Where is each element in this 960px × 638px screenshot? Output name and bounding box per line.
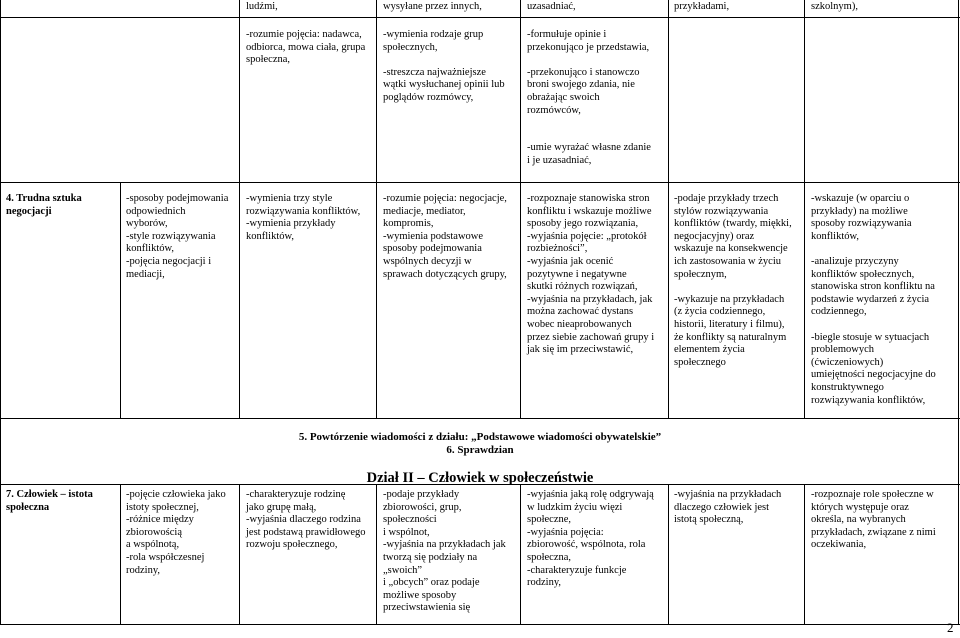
top-cell-5: szkolnym),: [811, 1, 858, 12]
section-title: Dział II – Człowiek w społeczeństwie: [366, 470, 594, 486]
row1-advanced-cell: -formułuje opinie i przekonująco je przedstawia, -przekonująco i stanowczo broni swojego zdania, nie obrażając swoich rozmówców, -umie wyrażać własne zdanie i je uzasadniać,: [527, 29, 651, 166]
row3-basic-cell: -charakteryzuje rodzinę jako grupę małą, -wyjaśnia dlaczego rodzina jest podstawą prawidłowego rozwoju społecznego,: [246, 489, 366, 551]
top-cell-4: przykładami,: [674, 1, 730, 12]
top-cell-2: wysyłane przez innych,: [383, 1, 482, 12]
row2-good-cell: -rozpoznaje stanowiska stron konfliktu i wskazuje możliwe sposoby jego rozwiązania, -wyjaśnia pojęcie: „protokół rozbieżności”, -wyjaśnia jak ocenić pozytywne i negatywne skutki różnych rozwiązań, -wyjaśnia na przykładach, jak można zachować dystans wobec nieaprobowanych przez siebie zachowań grupy i jak się im przeciwstawić,: [527, 193, 655, 356]
row3-good-cell: -wyjaśnia jaką rolę odgrywają w ludzkim życiu więzi społeczne, -wyjaśnia pojęcia: zbiorowość, wspólnota, rola społeczna, -charakteryzuje funkcje rodziny,: [527, 489, 654, 589]
row2-extended-cell: -rozumie pojęcia: negocjacje, mediacje, mediator, kompromis, -wymienia podstawowe sposoby podejmowania wspólnych decyzji w sprawach dotyczących grupy,: [383, 193, 507, 280]
row2-content-cell: -sposoby podejmowania odpowiednich wyborów, -style rozwiązywania konfliktów, -pojęcia negocjacji i mediacji,: [126, 193, 229, 280]
row3-excellent-cell: -rozpoznaje role społeczne w których występuje oraz określa, na wybranych przykładach, związane z nimi oczekiwania,: [811, 489, 936, 551]
top-cell-1: ludźmi,: [246, 1, 278, 12]
row3-topic-cell: 7. Człowiek – istota społeczna: [6, 489, 93, 513]
top-cell-3: uzasadniać,: [527, 1, 576, 12]
row2-topic-cell: 4. Trudna sztuka negocjacji: [6, 193, 82, 217]
summary-review-line: 5. Powtórzenie wiadomości z działu: „Podstawowe wiadomości obywatelskie”: [298, 431, 662, 443]
row1-skills-cell: -wymienia rodzaje grup społecznych, -streszcza najważniejsze wątki wysłuchanej opinii lub poglądów rozmówcy,: [383, 29, 505, 103]
page-number: 2: [947, 620, 954, 635]
row2-basic-cell: -wymienia trzy style rozwiązywania konfliktów, -wymienia przykłady konfliktów,: [246, 193, 361, 242]
row1-competence-cell: -rozumie pojęcia: nadawca, odbiorca, mowa ciała, grupa społeczna,: [246, 29, 366, 66]
row3-verygood-cell: -wyjaśnia na przykładach dlaczego człowiek jest istotą społeczną,: [674, 489, 782, 526]
summary-test-line: 6. Sprawdzian: [446, 444, 514, 456]
row2-excellent-cell: -wskazuje (w oparciu o przykłady) na możliwe sposoby rozwiązywania konfliktów, -analizuje przyczyny konfliktów społecznych, stanowiska stron konfliktu na podstawie wydarzeń z życia codziennego, -biegle stosuje w sytuacjach problemowych (ćwiczeniowych) umiejętności negocjacyjne do konstruktywnego rozwiązywania konfliktów,: [811, 193, 936, 406]
row3-content-cell: -pojęcie człowieka jako istoty społecznej, -różnice między zbiorowością a wspólnotą, -rola współczesnej rodziny,: [126, 489, 226, 576]
row2-verygood-cell: -podaje przykłady trzech stylów rozwiązywania konfliktów (twardy, miękki, negocjacyjny) oraz wskazuje na konsekwencje ich zastosowania w życiu społecznym, -wykazuje na przykładach (z życia codziennego, historii, literatury i filmu), że konflikty są naturalnym elementem życia społecznego: [674, 193, 792, 368]
row3-extended-cell: -podaje przykłady zbiorowości, grup, społeczności i wspólnot, -wyjaśnia na przykładach jak tworzą się podziały na „swoich” i „obcych” oraz podaje możliwe sposoby przeciwstawienia się: [383, 489, 506, 614]
